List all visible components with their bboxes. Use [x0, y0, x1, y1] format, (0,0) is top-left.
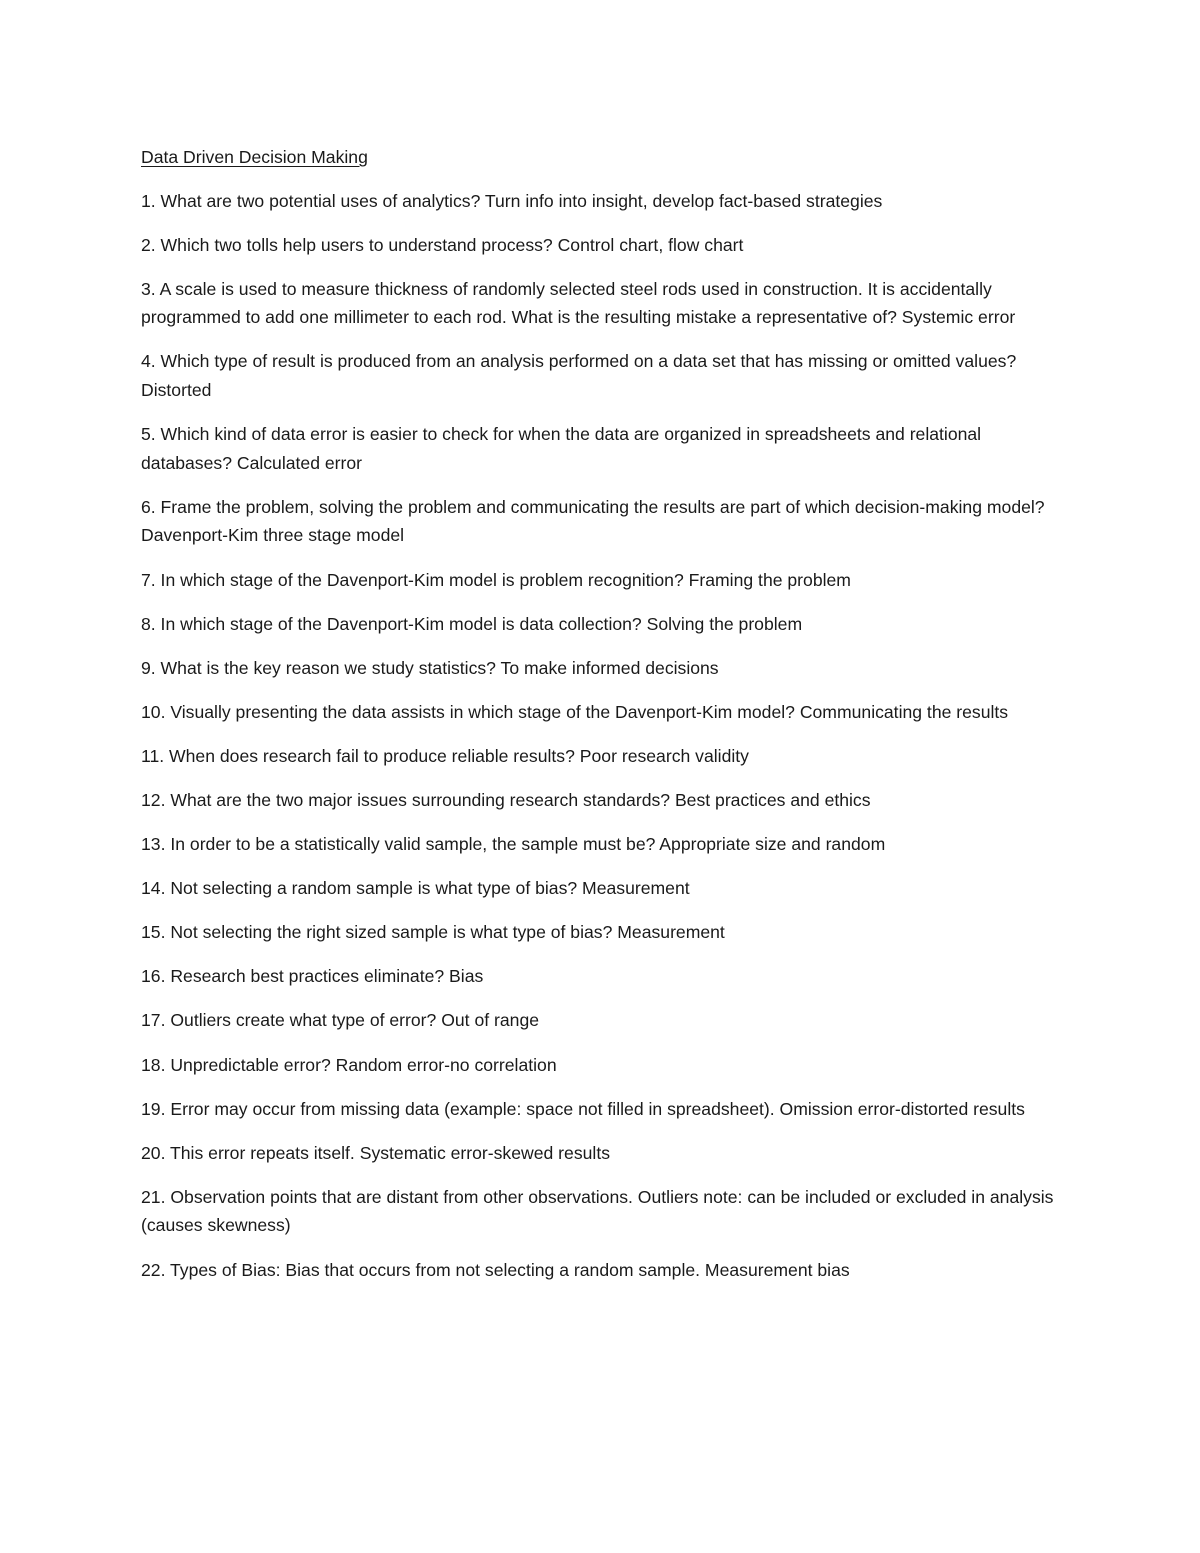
question-item: 8. In which stage of the Davenport-Kim model is data collection? Solving the problem: [141, 613, 803, 634]
question-item: 18. Unpredictable error? Random error-no correlation: [141, 1054, 557, 1075]
question-item: 14. Not selecting a random sample is what type of bias? Measurement: [141, 878, 690, 899]
question-item: 10. Visually presenting the data assists in which stage of the Davenport-Kim model? Communicating the results: [141, 701, 1009, 722]
document-body: [141, 143, 1061, 1300]
question-item: 11. When does research fail to produce reliable results? Poor research validity: [141, 745, 749, 766]
question-item: 20. This error repeats itself. Systematic error-skewed results: [141, 1142, 611, 1163]
question-item: 3. A scale is used to measure thickness of randomly selected steel rods used in construction. It is accidentally programmed to add one millimeter to each rod. What is the resulting mistake a representative of? Systemic error: [141, 278, 1016, 328]
question-item: 12. What are the two major issues surrounding research standards? Best practices and ethics: [141, 790, 871, 810]
question-item: 13. In order to be a statistically valid sample, the sample must be? Appropriate size and random: [141, 834, 886, 855]
question-item: 22. Types of Bias: Bias that occurs from not selecting a random sample. Measurement bias: [141, 1259, 850, 1280]
question-item: 19. Error may occur from missing data (example: space not filled in spreadsheet). Omission error-distorted results: [141, 1098, 1025, 1119]
question-item: 1. What are two potential uses of analytics? Turn info into insight, develop fact-based strategies: [141, 190, 883, 211]
question-item: 4. Which type of result is produced from an analysis performed on a data set that has missing or omitted values? Distorted: [141, 351, 1017, 401]
question-item: 6. Frame the problem, solving the problem and communicating the results are part of which decision-making model? Davenport-Kim three stage model: [141, 496, 1045, 546]
question-item: 2. Which two tolls help users to understand process? Control chart, flow chart: [141, 234, 744, 255]
question-item: 5. Which kind of data error is easier to check for when the data are organized in spreadsheets and relational databases? Calculated error: [141, 424, 982, 473]
question-item: 7. In which stage of the Davenport-Kim model is problem recognition? Framing the problem: [141, 569, 851, 590]
question-item: 9. What is the key reason we study statistics? To make informed decisions: [141, 657, 719, 678]
document-title: Data Driven Decision Making: [141, 147, 368, 167]
question-item: 17. Outliers create what type of error? Out of range: [141, 1010, 540, 1031]
question-list: [141, 187, 1061, 1285]
question-item: 16. Research best practices eliminate? Bias: [141, 966, 484, 987]
question-item: 15. Not selecting the right sized sample is what type of bias? Measurement: [141, 922, 725, 943]
question-item: 21. Observation points that are distant from other observations. Outliers note: can be included or excluded in analysis (causes skewness): [141, 1186, 1054, 1236]
